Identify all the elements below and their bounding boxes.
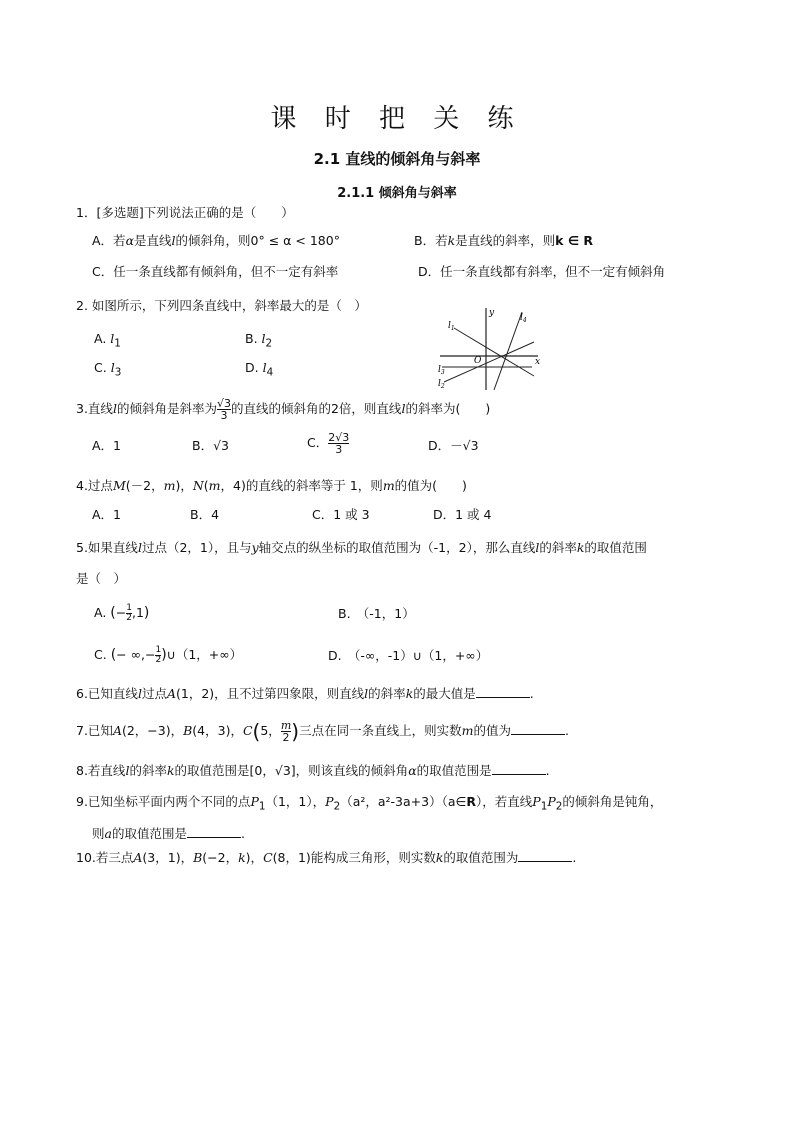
question-3-option-c: C． $\frac{2√3}{3}$ [307, 431, 350, 456]
answer-blank [476, 685, 530, 698]
subsection-title: 2.1.1 倾斜角与斜率 [337, 186, 457, 201]
question-4-option-a: A．1 [92, 507, 122, 522]
answer-blank [492, 762, 546, 775]
question-4-stem: 4.过点M(－2，m)，N(m，4)的直线的斜率等于 1，则m的值为( ) [76, 478, 467, 493]
question-9-line1: 9.已知坐标平面内两个不同的点$P_1(1$，1），$P_2(a^2$，a²-3a+3）（a∈R），若直线$P_1P_2$的倾斜角是钝角， [76, 794, 663, 813]
question-1-option-b: B．若k是直线的斜率，则k ∈ R [414, 233, 594, 248]
question-5-option-a: A. (− $\frac{1}{2}$ ,1) [94, 603, 150, 623]
origin-label: O [474, 356, 482, 366]
l2-label: $l_2$ [438, 379, 445, 390]
x-axis-label: x [535, 357, 541, 367]
y-axis-label: y [489, 308, 495, 318]
question-2-option-c: C. $l_3$ [94, 360, 122, 379]
question-1-stem: 1．[多选题]下列说法正确的是（ ） [76, 205, 294, 220]
l3-label: $l_3$ [438, 365, 445, 376]
question-1-option-a: A．若α是直线l的倾斜角，则0° ≤ α < 180° [92, 233, 340, 248]
answer-blank [187, 825, 241, 838]
lines-figure [436, 306, 546, 392]
line-l4 [494, 312, 522, 390]
line-l2 [444, 342, 534, 382]
page-title: 课 时 把 关 练 [270, 104, 524, 134]
question-4-option-b: B．4 [190, 507, 220, 522]
question-1-option-c: C．任一条直线都有倾斜角，但不一定有斜率 [92, 264, 339, 279]
question-1-option-d: D．任一条直线都有斜率，但不一定有倾斜角 [418, 264, 666, 279]
section-title: 2.1 直线的倾斜角与斜率 [313, 150, 481, 168]
question-10: 10.若三点A(3，1)，B(−2，k)，C(8，1)能构成三角形，则实数k的取值范围为 . [76, 850, 577, 865]
question-9-line2: 则a的取值范围是 . [92, 826, 245, 841]
question-5-option-d: D. （-∞，-1）∪（1，+∞） [328, 648, 489, 663]
question-5-stem-line2: 是（ ） [76, 571, 127, 586]
l1-label: $l_1$ [448, 321, 455, 332]
line-l1 [454, 328, 534, 376]
question-4-option-d: D．1 或 4 [433, 507, 492, 522]
answer-blank [511, 722, 565, 735]
question-3-option-b: B．√3 [192, 438, 229, 453]
question-5-option-c: C. (− ∞,− $\frac{1}{2}$ )∪（1，+∞） [94, 645, 243, 665]
question-6: 6.已知直线l过点A(1，2)，且不过第四象限，则直线l的斜率k的最大值是 . [76, 686, 534, 701]
question-3-option-d: D．－√3 [428, 438, 479, 453]
l4-label: $l_4$ [520, 313, 527, 324]
question-5-option-b: B. （-1，1） [338, 606, 415, 621]
question-8: 8.若直线l的斜率k的取值范围是[0，√3]，则该直线的倾斜角α的取值范围是 . [76, 763, 550, 778]
answer-blank [518, 849, 572, 862]
question-2-stem: 2. 如图所示，下列四条直线中，斜率最大的是（ ） [76, 298, 367, 313]
question-3-option-a: A．1 [92, 438, 122, 453]
question-3-stem: 3.直线l的倾斜角是斜率为 $\frac{√3}{3}$ 的直线的倾斜角的2倍，则直线l的斜率为( ) [76, 397, 491, 422]
question-2-option-a: A. $l_1$ [94, 331, 121, 350]
question-4-option-c: C．1 或 3 [312, 507, 370, 522]
question-2-option-d: D. $l_4$ [245, 360, 274, 379]
question-7: 7.已知A(2，−3)，B(4，3)，C(5， $\frac{m}{2}$ )三点在同一条直线上，则实数m的值为 . [76, 719, 569, 744]
question-2-option-b: B. $l_2$ [245, 331, 273, 350]
question-5-stem-line1: 5.如果直线l过点（2，1），且与y轴交点的纵坐标的取值范围为（-1，2），那么直线l的斜率k的取值范围 [76, 540, 647, 555]
